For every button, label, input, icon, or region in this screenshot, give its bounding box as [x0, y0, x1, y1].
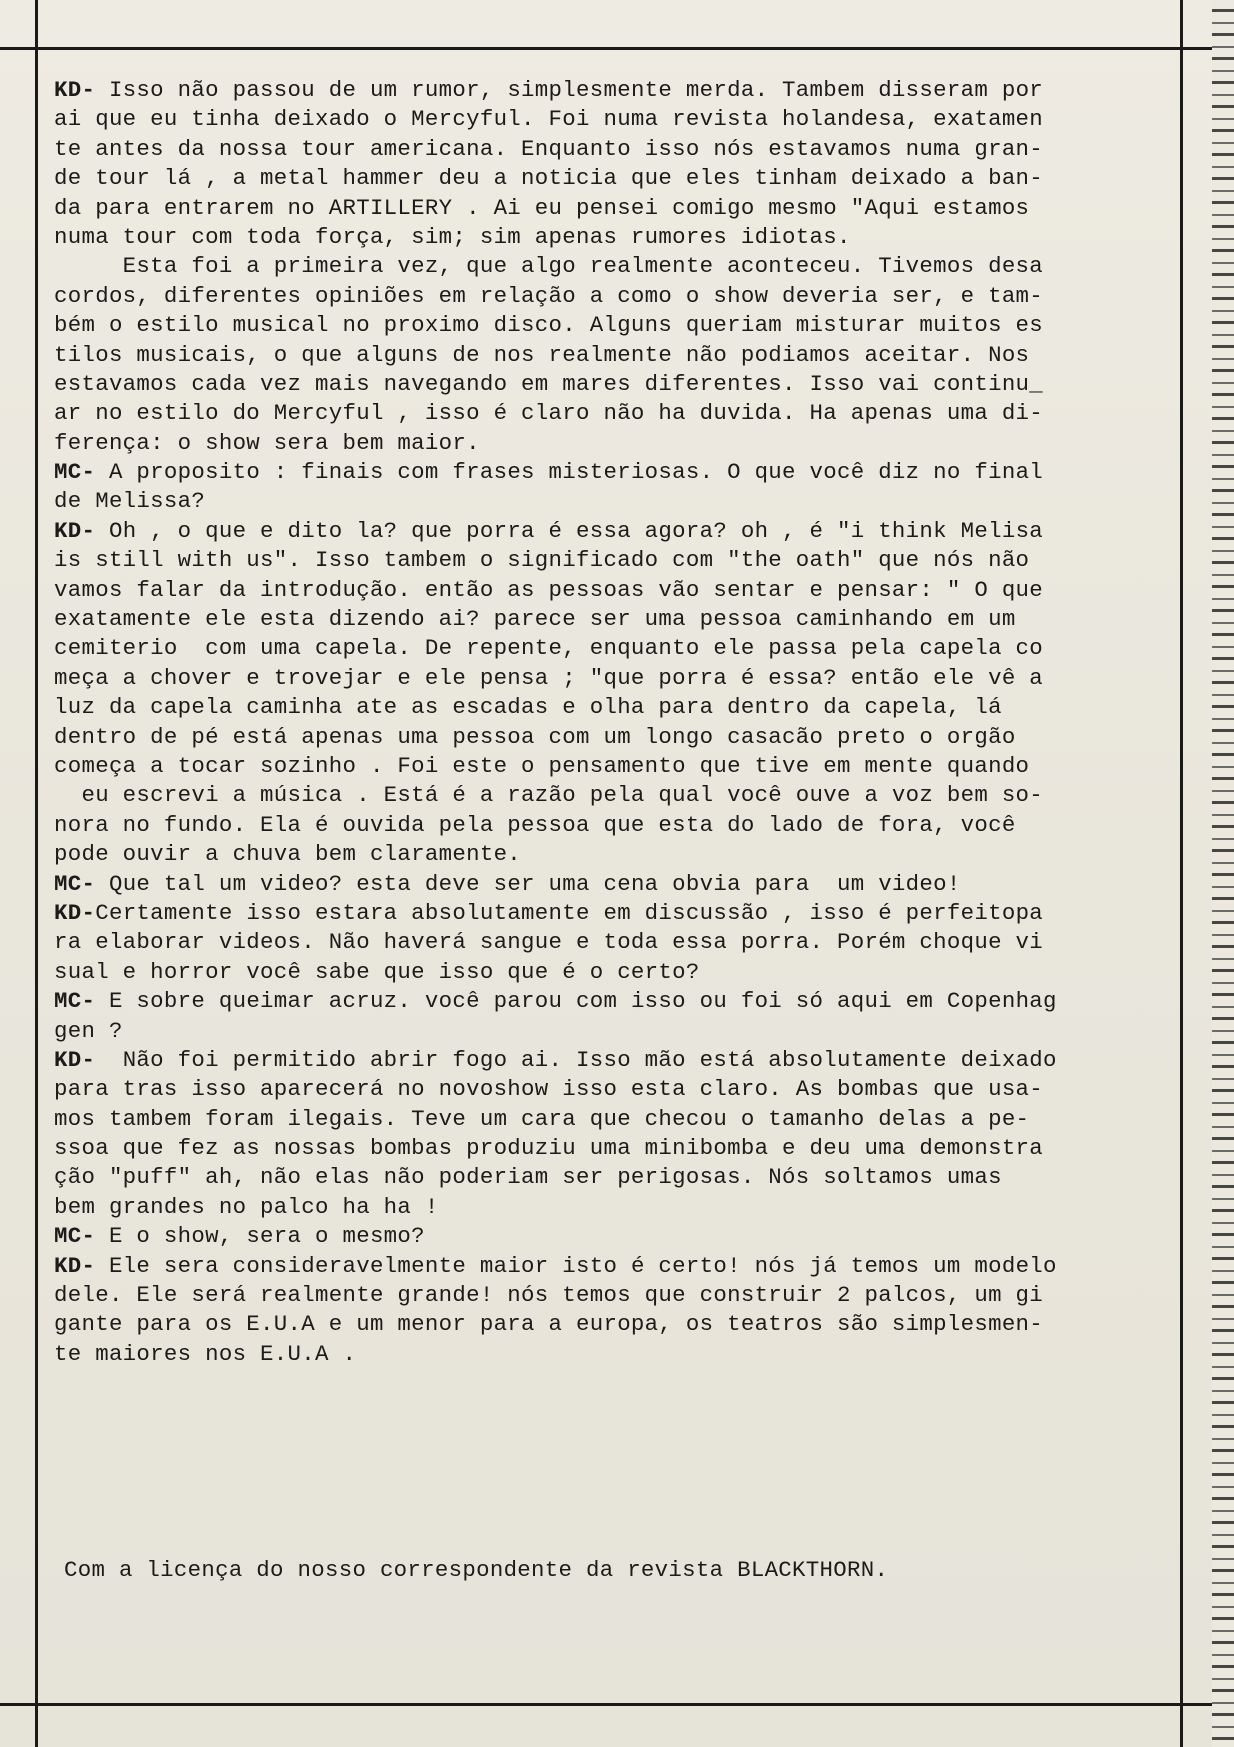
text-line [54, 341, 1174, 370]
line-text: gen ? [54, 1017, 123, 1044]
text-line [54, 311, 1174, 340]
text-line [54, 1310, 1174, 1339]
text-line [54, 899, 1174, 928]
line-text: ssoa que fez as nossas bombas produziu uma minibomba e deu uma demonstra [54, 1135, 1044, 1162]
line-text: Que tal um video? esta deve ser uma cena obvia para um video! [108, 870, 961, 897]
speaker-tag: MC- [54, 870, 109, 897]
text-line [54, 1046, 1174, 1075]
line-text: da para entrarem no ARTILLERY . Ai eu pensei comigo mesmo "Aqui estamos [54, 194, 1030, 221]
text-line [54, 811, 1174, 840]
line-text: E o show, sera o mesmo? [108, 1223, 425, 1250]
line-text: de Melissa? [54, 488, 206, 515]
speaker-tag: KD- [54, 1046, 109, 1073]
line-text: Isso não passou de um rumor, simplesmente merda. Tambem disseram por [108, 77, 1044, 103]
text-line [54, 1281, 1174, 1310]
line-text: gante para os E.U.A e um menor para a europa, os teatros são simplesmen- [54, 1311, 1044, 1338]
text-line [54, 517, 1174, 546]
text-line [54, 1252, 1174, 1281]
text-line [54, 928, 1174, 957]
line-text: cordos, diferentes opiniões em relação a como o show deveria ser, e tam- [54, 282, 1044, 309]
text-line [54, 1017, 1174, 1046]
line-text: de tour lá , a metal hammer deu a noticia que eles tinham deixado a ban- [54, 165, 1044, 192]
speaker-tag: KD- [54, 77, 109, 103]
line-text: E sobre queimar acruz. você parou com isso ou foi só aqui em Copenhag [108, 988, 1057, 1015]
text-line [54, 605, 1174, 634]
line-text: Não foi permitido abrir fogo ai. Isso mão está absolutamente deixado [108, 1046, 1057, 1073]
line-text: tilos musicais, o que alguns de nos realmente não podiamos aceitar. Nos [54, 341, 1030, 368]
speaker-tag: MC- [54, 988, 109, 1015]
speaker-tag: KD- [54, 517, 109, 544]
text-line [54, 487, 1174, 516]
line-text: ai que eu tinha deixado o Mercyful. Foi numa revista holandesa, exatamen [54, 106, 1044, 133]
line-text: ra elaborar videos. Não haverá sangue e toda essa porra. Porém choque vi [54, 929, 1044, 956]
line-text: cemiterio com uma capela. De repente, enquanto ele passa pela capela co [54, 635, 1044, 662]
text-line [54, 223, 1174, 252]
text-line [54, 1340, 1174, 1369]
line-text: te maiores nos E.U.A . [54, 1340, 357, 1367]
text-line [54, 76, 1174, 105]
line-text: is still with us". Isso tambem o significado com "the oath" que nós não [54, 547, 1030, 574]
bottom-rule [0, 1703, 1212, 1706]
line-text: Oh , o que e dito la? que porra é essa agora? oh , é "i think Melisa [108, 517, 1044, 544]
line-text: A proposito : finais com frases misteriosas. O que você diz no final [108, 459, 1044, 486]
line-text: te antes da nossa tour americana. Enquanto isso nós estavamos numa gran- [54, 135, 1044, 162]
text-line [54, 135, 1174, 164]
text-line [54, 723, 1174, 752]
text-line [54, 282, 1174, 311]
line-text: para tras isso aparecerá no novoshow isso esta claro. As bombas que usa- [54, 1076, 1044, 1103]
line-text: dele. Ele será realmente grande! nós temos que construir 2 palcos, um gi [54, 1282, 1044, 1309]
text-line [54, 987, 1174, 1016]
text-line [54, 1105, 1174, 1134]
top-rule [0, 47, 1212, 50]
text-line [54, 634, 1174, 663]
speaker-tag: MC- [54, 459, 109, 486]
text-line [54, 164, 1174, 193]
line-text: mos tambem foram ilegais. Teve um cara que checou o tamanho delas a pe- [54, 1105, 1030, 1132]
line-text: ar no estilo do Mercyful , isso é claro não ha duvida. Ha apenas uma di- [54, 400, 1044, 427]
line-text: dentro de pé está apenas uma pessoa com um longo casacão preto o orgão [54, 723, 1016, 750]
line-text: exatamente ele esta dizendo ai? parece ser uma pessoa caminhando em um [54, 606, 1016, 633]
speaker-tag: KD- [54, 1252, 109, 1279]
line-text: luz da capela caminha ate as escadas e olha para dentro da capela, lá [54, 694, 1002, 721]
text-line [54, 105, 1174, 134]
torn-edge-strip [1212, 0, 1234, 1747]
text-line [54, 664, 1174, 693]
text-line [54, 576, 1174, 605]
text-line [54, 781, 1174, 810]
interview-text [54, 76, 1174, 1369]
line-text: pode ouvir a chuva bem claramente. [54, 841, 522, 868]
line-text: meça a chover e trovejar e ele pensa ; "que porra é essa? então ele vê a [54, 664, 1044, 691]
line-text: Certamente isso estara absolutamente em discussão , isso é perfeitopa [95, 899, 1044, 926]
line-text: ferença: o show sera bem maior. [54, 429, 480, 456]
line-text: sual e horror você sabe que isso que é o certo? [54, 958, 700, 985]
text-line [54, 752, 1174, 781]
credit-line: Com a licença do nosso correspondente da revista BLACKTHORN. [64, 1557, 889, 1583]
line-text: numa tour com toda força, sim; sim apenas rumores idiotas. [54, 223, 851, 250]
text-line [54, 1075, 1174, 1104]
line-text: ção "puff" ah, não elas não poderiam ser perigosas. Nós soltamos umas [54, 1164, 1002, 1191]
text-line [54, 370, 1174, 399]
text-line [54, 693, 1174, 722]
text-line [54, 840, 1174, 869]
text-line [54, 870, 1174, 899]
line-text: estavamos cada vez mais navegando em mares diferentes. Isso vai continu_ [54, 370, 1044, 397]
text-line [54, 1222, 1174, 1251]
text-line [54, 252, 1174, 281]
line-text: bem grandes no palco ha ha ! [54, 1193, 439, 1220]
line-text: vamos falar da introdução. então as pessoas vão sentar e pensar: " O que [54, 576, 1044, 603]
text-line [54, 194, 1174, 223]
text-line [54, 958, 1174, 987]
text-line [54, 399, 1174, 428]
text-line [54, 458, 1174, 487]
line-text: bém o estilo musical no proximo disco. Alguns queriam misturar muitos es [54, 312, 1044, 339]
line-text: nora no fundo. Ela é ouvida pela pessoa que esta do lado de fora, você [54, 811, 1016, 838]
right-rule [1180, 0, 1183, 1747]
line-text: Ele sera consideravelmente maior isto é certo! nós já temos um modelo [108, 1252, 1057, 1279]
text-line [54, 429, 1174, 458]
line-text: começa a tocar sozinho . Foi este o pensamento que tive em mente quando [54, 752, 1030, 779]
text-line [54, 1163, 1174, 1192]
speaker-tag: MC- [54, 1223, 109, 1250]
text-line [54, 1134, 1174, 1163]
speaker-tag: KD- [54, 899, 96, 926]
text-line [54, 1193, 1174, 1222]
line-text: Esta foi a primeira vez, que algo realmente aconteceu. Tivemos desa [54, 253, 1044, 280]
line-text: eu escrevi a música . Está é a razão pela qual você ouve a voz bem so- [54, 782, 1044, 809]
text-line [54, 546, 1174, 575]
left-rule [35, 0, 38, 1747]
